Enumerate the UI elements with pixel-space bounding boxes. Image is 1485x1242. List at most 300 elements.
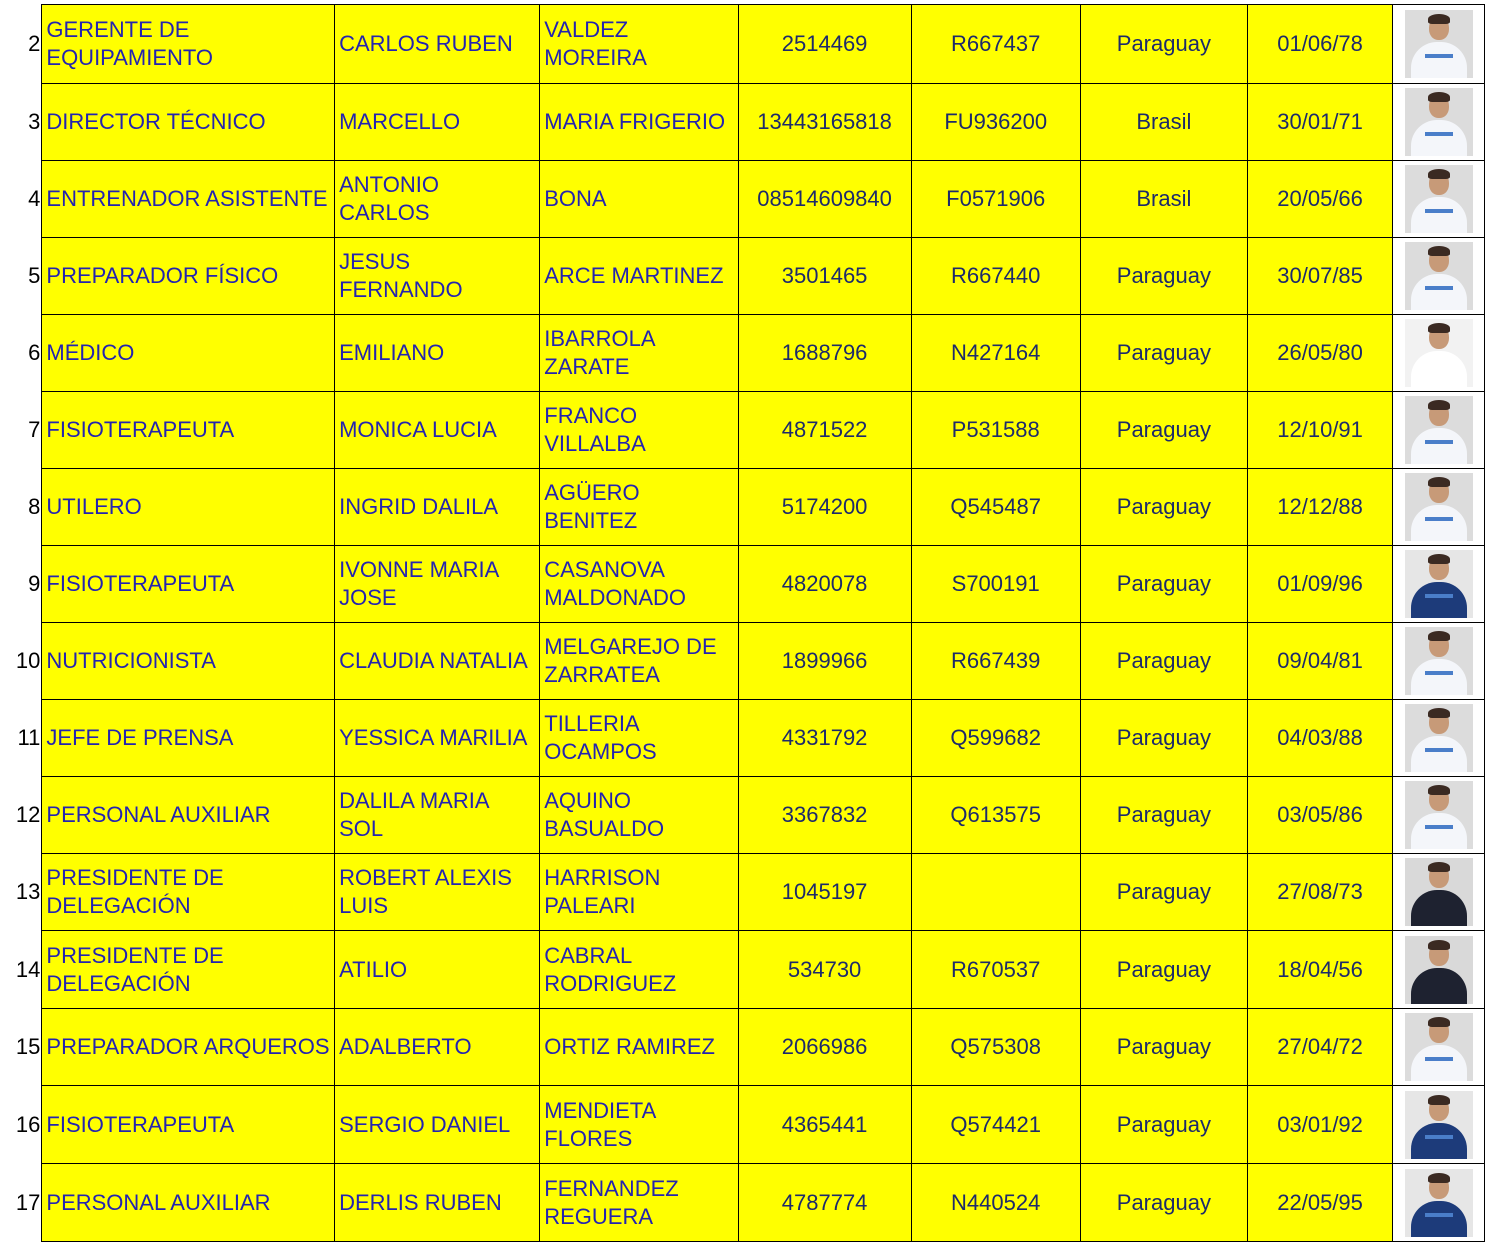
document-number-cell-text: 5174200 xyxy=(781,494,868,519)
country-cell[interactable] xyxy=(1080,5,1247,84)
document-number-cell[interactable] xyxy=(738,161,911,238)
document-number-cell[interactable] xyxy=(738,1086,911,1164)
role-cell[interactable] xyxy=(42,84,335,161)
country-cell-text: Brasil xyxy=(1136,109,1192,134)
last-name-cell[interactable] xyxy=(540,238,738,315)
table-row xyxy=(8,546,1485,623)
birth-date-cell[interactable] xyxy=(1247,238,1392,315)
birth-date-cell-text: 12/10/91 xyxy=(1277,417,1363,442)
role-cell[interactable] xyxy=(42,315,335,392)
birth-date-cell-text: 09/04/81 xyxy=(1277,648,1363,673)
country-cell[interactable] xyxy=(1080,238,1247,315)
country-cell[interactable] xyxy=(1080,700,1247,777)
role-cell[interactable] xyxy=(42,392,335,469)
first-name-cell[interactable] xyxy=(335,315,540,392)
document-number-cell-text: 1899966 xyxy=(781,648,868,673)
last-name-cell[interactable] xyxy=(540,854,738,931)
document-number-cell[interactable] xyxy=(738,315,911,392)
table-row xyxy=(8,931,1485,1009)
staff-photo-uniform xyxy=(1405,473,1473,541)
table-row xyxy=(8,392,1485,469)
passport-cell-text: Q545487 xyxy=(950,494,1041,519)
first-name-cell-text: ANTONIO CARLOS xyxy=(339,172,439,225)
photo-cell xyxy=(1393,931,1485,1009)
staff-photo-blue xyxy=(1405,1169,1473,1237)
role-cell[interactable] xyxy=(42,1086,335,1164)
row-number-text: 7 xyxy=(28,417,41,442)
table-row xyxy=(8,315,1485,392)
role-cell[interactable] xyxy=(42,777,335,854)
staff-photo-uniform xyxy=(1405,10,1473,78)
document-number-cell-text: 3367832 xyxy=(781,802,868,827)
document-number-cell[interactable] xyxy=(738,1009,911,1086)
document-number-cell[interactable] xyxy=(738,931,911,1009)
birth-date-cell-text: 30/07/85 xyxy=(1277,263,1363,288)
last-name-cell-text: HARRISON PALEARI xyxy=(544,865,661,918)
last-name-cell[interactable] xyxy=(540,623,738,700)
passport-cell[interactable] xyxy=(911,1086,1080,1164)
passport-cell[interactable] xyxy=(911,777,1080,854)
birth-date-cell[interactable] xyxy=(1247,1009,1392,1086)
photo-cell xyxy=(1393,854,1485,931)
last-name-cell-text: CASANOVA MALDONADO xyxy=(544,557,687,610)
table-row xyxy=(8,1164,1485,1242)
last-name-cell-text: BONA xyxy=(544,186,607,211)
passport-cell[interactable] xyxy=(911,161,1080,238)
country-cell-text: Paraguay xyxy=(1116,802,1211,827)
birth-date-cell[interactable] xyxy=(1247,854,1392,931)
row-number-text: 8 xyxy=(28,494,41,519)
photo-cell xyxy=(1393,238,1485,315)
birth-date-cell-text: 20/05/66 xyxy=(1277,186,1363,211)
first-name-cell[interactable] xyxy=(335,238,540,315)
last-name-cell-text: CABRAL RODRIGUEZ xyxy=(544,942,677,996)
passport-cell[interactable] xyxy=(911,931,1080,1009)
role-cell-text: FISIOTERAPEUTA xyxy=(46,571,235,596)
photo-cell xyxy=(1393,777,1485,854)
country-cell[interactable] xyxy=(1080,931,1247,1009)
country-cell-text: Paraguay xyxy=(1116,956,1211,982)
document-number-cell-text: 4331792 xyxy=(781,725,868,750)
row-number[interactable] xyxy=(8,1086,42,1164)
first-name-cell-text: EMILIANO xyxy=(339,340,445,365)
document-number-cell[interactable] xyxy=(738,700,911,777)
document-number-cell-text: 4820078 xyxy=(781,571,868,596)
row-number[interactable] xyxy=(8,469,42,546)
document-number-cell[interactable] xyxy=(738,1164,911,1242)
row-number[interactable] xyxy=(8,777,42,854)
passport-cell-text: S700191 xyxy=(951,571,1040,596)
country-cell-text: Paraguay xyxy=(1116,31,1211,56)
document-number-cell[interactable] xyxy=(738,84,911,161)
country-cell[interactable] xyxy=(1080,161,1247,238)
role-cell-text: PRESIDENTE DE DELEGACIÓN xyxy=(46,865,224,918)
role-cell-text: NUTRICIONISTA xyxy=(46,648,216,673)
row-number-text: 5 xyxy=(28,263,41,288)
country-cell-text: Paraguay xyxy=(1116,571,1211,596)
photo-cell xyxy=(1393,1009,1485,1086)
first-name-cell-text: MONICA LUCIA xyxy=(339,417,497,442)
passport-cell[interactable] xyxy=(911,700,1080,777)
passport-cell[interactable] xyxy=(911,392,1080,469)
role-cell[interactable] xyxy=(42,469,335,546)
last-name-cell[interactable] xyxy=(540,700,738,777)
passport-cell[interactable] xyxy=(911,1009,1080,1086)
birth-date-cell[interactable] xyxy=(1247,161,1392,238)
document-number-cell-text: 13443165818 xyxy=(757,109,892,134)
passport-cell-text: Q613575 xyxy=(950,802,1041,827)
last-name-cell[interactable] xyxy=(540,469,738,546)
country-cell[interactable] xyxy=(1080,315,1247,392)
first-name-cell[interactable] xyxy=(335,392,540,469)
table-row xyxy=(8,84,1485,161)
table-row xyxy=(8,1009,1485,1086)
birth-date-cell-text: 03/05/86 xyxy=(1277,802,1363,827)
row-number[interactable] xyxy=(8,931,42,1009)
last-name-cell[interactable] xyxy=(540,1164,738,1242)
passport-cell[interactable] xyxy=(911,238,1080,315)
row-number-text: 16 xyxy=(15,1111,41,1137)
last-name-cell-text: TILLERIA OCAMPOS xyxy=(544,711,657,764)
role-cell[interactable] xyxy=(42,700,335,777)
staff-photo-uniform xyxy=(1405,627,1473,695)
photo-cell xyxy=(1393,1086,1485,1164)
table-row xyxy=(8,623,1485,700)
birth-date-cell-text: 27/08/73 xyxy=(1277,879,1363,904)
staff-photo-white xyxy=(1405,319,1473,387)
last-name-cell-text: MELGAREJO DE ZARRATEA xyxy=(544,634,717,687)
last-name-cell-text: FERNANDEZ REGUERA xyxy=(544,1175,679,1229)
birth-date-cell-text: 27/04/72 xyxy=(1277,1034,1363,1059)
country-cell[interactable] xyxy=(1080,469,1247,546)
first-name-cell[interactable] xyxy=(335,700,540,777)
photo-cell xyxy=(1393,1164,1485,1242)
document-number-cell-text: 534730 xyxy=(787,956,862,982)
birth-date-cell-text: 04/03/88 xyxy=(1277,725,1363,750)
table-row xyxy=(8,161,1485,238)
role-cell-text: UTILERO xyxy=(46,494,142,519)
passport-cell-text: Q574421 xyxy=(950,1111,1041,1137)
document-number-cell[interactable] xyxy=(738,777,911,854)
staff-photo-uniform xyxy=(1405,165,1473,233)
document-number-cell-text: 4365441 xyxy=(781,1111,868,1137)
birth-date-cell[interactable] xyxy=(1247,84,1392,161)
role-cell-text: PREPARADOR FÍSICO xyxy=(46,263,279,288)
photo-cell xyxy=(1393,84,1485,161)
table-row xyxy=(8,1086,1485,1164)
last-name-cell[interactable] xyxy=(540,546,738,623)
country-cell-text: Paraguay xyxy=(1116,725,1211,750)
last-name-cell[interactable] xyxy=(540,315,738,392)
first-name-cell[interactable] xyxy=(335,623,540,700)
country-cell-text: Paraguay xyxy=(1116,263,1211,288)
first-name-cell-text: JESUS FERNANDO xyxy=(339,249,463,302)
row-number[interactable] xyxy=(8,238,42,315)
staff-photo-blue xyxy=(1405,1091,1473,1159)
country-cell-text: Paraguay xyxy=(1116,1189,1211,1215)
country-cell[interactable] xyxy=(1080,546,1247,623)
role-cell-text: MÉDICO xyxy=(46,340,135,365)
first-name-cell[interactable] xyxy=(335,84,540,161)
table-row xyxy=(8,854,1485,931)
birth-date-cell-text: 12/12/88 xyxy=(1277,494,1363,519)
birth-date-cell-text: 22/05/95 xyxy=(1277,1189,1363,1215)
country-cell[interactable] xyxy=(1080,854,1247,931)
staff-photo-uniform xyxy=(1405,1013,1473,1081)
country-cell[interactable] xyxy=(1080,1086,1247,1164)
photo-cell xyxy=(1393,469,1485,546)
passport-cell[interactable] xyxy=(911,84,1080,161)
first-name-cell-text: ROBERT ALEXIS LUIS xyxy=(339,865,512,918)
role-cell-text: JEFE DE PRENSA xyxy=(46,725,234,750)
document-number-cell-text: 1045197 xyxy=(781,879,868,904)
staff-table xyxy=(8,4,1485,1242)
table-row xyxy=(8,5,1485,84)
row-number[interactable] xyxy=(8,546,42,623)
role-cell-text: FISIOTERAPEUTA xyxy=(46,417,235,442)
country-cell-text: Paraguay xyxy=(1116,648,1211,673)
row-number[interactable] xyxy=(8,5,42,84)
role-cell[interactable] xyxy=(42,5,335,84)
last-name-cell-text: MARIA FRIGERIO xyxy=(544,109,726,134)
staff-photo-uniform xyxy=(1405,88,1473,156)
row-number-text: 13 xyxy=(15,879,41,904)
birth-date-cell[interactable] xyxy=(1247,1164,1392,1242)
country-cell[interactable] xyxy=(1080,623,1247,700)
row-number[interactable] xyxy=(8,84,42,161)
last-name-cell[interactable] xyxy=(540,1009,738,1086)
table-row xyxy=(8,238,1485,315)
table-row xyxy=(8,777,1485,854)
document-number-cell[interactable] xyxy=(738,238,911,315)
country-cell[interactable] xyxy=(1080,1009,1247,1086)
passport-cell-text: R667437 xyxy=(951,31,1041,56)
row-number[interactable] xyxy=(8,392,42,469)
birth-date-cell[interactable] xyxy=(1247,392,1392,469)
row-number-text: 11 xyxy=(17,725,41,750)
photo-cell xyxy=(1393,700,1485,777)
role-cell[interactable] xyxy=(42,623,335,700)
passport-cell-text: R667439 xyxy=(951,648,1041,673)
passport-cell[interactable] xyxy=(911,1164,1080,1242)
country-cell-text: Paraguay xyxy=(1116,879,1211,904)
birth-date-cell-text: 30/01/71 xyxy=(1277,109,1363,134)
first-name-cell-text: CARLOS RUBEN xyxy=(339,31,513,56)
row-number-text: 2 xyxy=(28,31,41,56)
photo-cell xyxy=(1393,392,1485,469)
row-number-text: 3 xyxy=(28,109,41,134)
first-name-cell-text: INGRID DALILA xyxy=(339,494,499,519)
birth-date-cell[interactable] xyxy=(1247,623,1392,700)
row-number[interactable] xyxy=(8,161,42,238)
first-name-cell-text: MARCELLO xyxy=(339,109,461,134)
role-cell-text: PREPARADOR ARQUEROS xyxy=(46,1034,330,1059)
document-number-cell-text: 3501465 xyxy=(781,263,868,288)
document-number-cell[interactable] xyxy=(738,546,911,623)
passport-cell[interactable] xyxy=(911,469,1080,546)
row-number-text: 17 xyxy=(15,1189,41,1215)
last-name-cell[interactable] xyxy=(540,161,738,238)
role-cell-text: GERENTE DE EQUIPAMIENTO xyxy=(46,17,214,70)
document-number-cell-text: 08514609840 xyxy=(757,186,892,211)
birth-date-cell[interactable] xyxy=(1247,315,1392,392)
row-number[interactable] xyxy=(8,1009,42,1086)
passport-cell-text: N440524 xyxy=(951,1189,1041,1215)
staff-photo-uniform xyxy=(1405,781,1473,849)
photo-cell xyxy=(1393,623,1485,700)
last-name-cell-text: ORTIZ RAMIREZ xyxy=(544,1034,715,1059)
role-cell[interactable] xyxy=(42,161,335,238)
first-name-cell-text: IVONNE MARIA JOSE xyxy=(339,557,500,610)
photo-cell xyxy=(1393,161,1485,238)
staff-photo-suit xyxy=(1405,936,1473,1004)
last-name-cell-text: MENDIETA FLORES xyxy=(544,1097,657,1151)
role-cell[interactable] xyxy=(42,238,335,315)
row-number[interactable] xyxy=(8,1164,42,1242)
row-number[interactable] xyxy=(8,315,42,392)
birth-date-cell[interactable] xyxy=(1247,931,1392,1009)
birth-date-cell[interactable] xyxy=(1247,5,1392,84)
passport-cell-text: Q575308 xyxy=(950,1034,1041,1059)
role-cell-text: PERSONAL AUXILIAR xyxy=(46,1189,271,1215)
birth-date-cell[interactable] xyxy=(1247,700,1392,777)
row-number-text: 12 xyxy=(15,802,41,827)
passport-cell-text: P531588 xyxy=(951,417,1040,442)
row-number[interactable] xyxy=(8,623,42,700)
birth-date-cell[interactable] xyxy=(1247,777,1392,854)
role-cell-text: PRESIDENTE DE DELEGACIÓN xyxy=(46,942,224,996)
country-cell-text: Paraguay xyxy=(1116,340,1211,365)
passport-cell-text: Q599682 xyxy=(950,725,1041,750)
country-cell-text: Brasil xyxy=(1136,186,1192,211)
document-number-cell-text: 4787774 xyxy=(781,1189,868,1215)
staff-photo-blue xyxy=(1405,550,1473,618)
passport-cell-text: R667440 xyxy=(951,263,1041,288)
first-name-cell[interactable] xyxy=(335,931,540,1009)
passport-cell-text: R670537 xyxy=(951,956,1041,982)
first-name-cell-text: DALILA MARIA SOL xyxy=(339,788,490,841)
last-name-cell[interactable] xyxy=(540,1086,738,1164)
row-number-text: 15 xyxy=(15,1034,41,1059)
photo-cell xyxy=(1393,546,1485,623)
document-number-cell[interactable] xyxy=(738,623,911,700)
first-name-cell[interactable] xyxy=(335,777,540,854)
first-name-cell-text: YESSICA MARILIA xyxy=(339,725,528,750)
passport-cell-text: F0571906 xyxy=(946,186,1046,211)
first-name-cell-text: DERLIS RUBEN xyxy=(339,1189,502,1215)
last-name-cell-text: AQUINO BASUALDO xyxy=(544,788,665,841)
row-number[interactable] xyxy=(8,854,42,931)
first-name-cell[interactable] xyxy=(335,1164,540,1242)
passport-cell[interactable] xyxy=(911,315,1080,392)
last-name-cell-text: VALDEZ MOREIRA xyxy=(544,17,647,70)
passport-cell[interactable] xyxy=(911,854,1080,931)
document-number-cell[interactable] xyxy=(738,5,911,84)
first-name-cell[interactable] xyxy=(335,161,540,238)
role-cell[interactable] xyxy=(42,1009,335,1086)
first-name-cell-text: ADALBERTO xyxy=(339,1034,472,1059)
row-number-text: 14 xyxy=(15,956,41,982)
row-number-text: 6 xyxy=(28,340,41,365)
birth-date-cell-text: 26/05/80 xyxy=(1277,340,1363,365)
country-cell[interactable] xyxy=(1080,1164,1247,1242)
passport-cell[interactable] xyxy=(911,546,1080,623)
last-name-cell-text: FRANCO VILLALBA xyxy=(544,403,646,456)
first-name-cell[interactable] xyxy=(335,1086,540,1164)
last-name-cell-text: ARCE MARTINEZ xyxy=(544,263,724,288)
last-name-cell-text: AGÜERO BENITEZ xyxy=(544,480,640,533)
role-cell[interactable] xyxy=(42,931,335,1009)
role-cell-text: FISIOTERAPEUTA xyxy=(46,1111,235,1137)
table-row xyxy=(8,469,1485,546)
role-cell-text: DIRECTOR TÉCNICO xyxy=(46,109,266,134)
document-number-cell[interactable] xyxy=(738,469,911,546)
birth-date-cell-text: 18/04/56 xyxy=(1277,956,1363,982)
birth-date-cell[interactable] xyxy=(1247,469,1392,546)
role-cell-text: ENTRENADOR ASISTENTE xyxy=(46,186,328,211)
staff-photo-uniform xyxy=(1405,704,1473,772)
last-name-cell[interactable] xyxy=(540,777,738,854)
first-name-cell[interactable] xyxy=(335,1009,540,1086)
first-name-cell[interactable] xyxy=(335,854,540,931)
staff-photo-uniform xyxy=(1405,396,1473,464)
country-cell-text: Paraguay xyxy=(1116,417,1211,442)
row-number[interactable] xyxy=(8,700,42,777)
document-number-cell-text: 2066986 xyxy=(781,1034,868,1059)
last-name-cell[interactable] xyxy=(540,931,738,1009)
country-cell[interactable] xyxy=(1080,84,1247,161)
country-cell-text: Paraguay xyxy=(1116,494,1211,519)
document-number-cell-text: 4871522 xyxy=(781,417,868,442)
last-name-cell[interactable] xyxy=(540,84,738,161)
staff-photo-uniform xyxy=(1405,242,1473,310)
first-name-cell-text: SERGIO DANIEL xyxy=(339,1111,511,1137)
document-number-cell-text: 2514469 xyxy=(781,31,868,56)
table-row xyxy=(8,700,1485,777)
country-cell-text: Paraguay xyxy=(1116,1034,1211,1059)
passport-cell[interactable] xyxy=(911,5,1080,84)
role-cell[interactable] xyxy=(42,1164,335,1242)
country-cell[interactable] xyxy=(1080,777,1247,854)
document-number-cell[interactable] xyxy=(738,392,911,469)
birth-date-cell-text: 03/01/92 xyxy=(1277,1111,1363,1137)
birth-date-cell[interactable] xyxy=(1247,1086,1392,1164)
row-number-text: 4 xyxy=(28,186,41,211)
passport-cell[interactable] xyxy=(911,623,1080,700)
row-number-text: 9 xyxy=(28,571,41,596)
first-name-cell-text: ATILIO xyxy=(339,956,408,982)
country-cell[interactable] xyxy=(1080,392,1247,469)
last-name-cell-text: IBARROLA ZARATE xyxy=(544,326,656,379)
birth-date-cell[interactable] xyxy=(1247,546,1392,623)
birth-date-cell-text: 01/09/96 xyxy=(1277,571,1363,596)
document-number-cell[interactable] xyxy=(738,854,911,931)
first-name-cell[interactable] xyxy=(335,469,540,546)
first-name-cell[interactable] xyxy=(335,546,540,623)
photo-cell xyxy=(1393,315,1485,392)
document-number-cell-text: 1688796 xyxy=(781,340,868,365)
role-cell[interactable] xyxy=(42,546,335,623)
row-number-text: 10 xyxy=(15,648,41,673)
passport-cell-text: N427164 xyxy=(951,340,1041,365)
photo-cell xyxy=(1393,5,1485,84)
last-name-cell[interactable] xyxy=(540,5,738,84)
country-cell-text: Paraguay xyxy=(1116,1111,1211,1137)
last-name-cell[interactable] xyxy=(540,392,738,469)
role-cell[interactable] xyxy=(42,854,335,931)
first-name-cell[interactable] xyxy=(335,5,540,84)
passport-cell-text: FU936200 xyxy=(944,109,1048,134)
